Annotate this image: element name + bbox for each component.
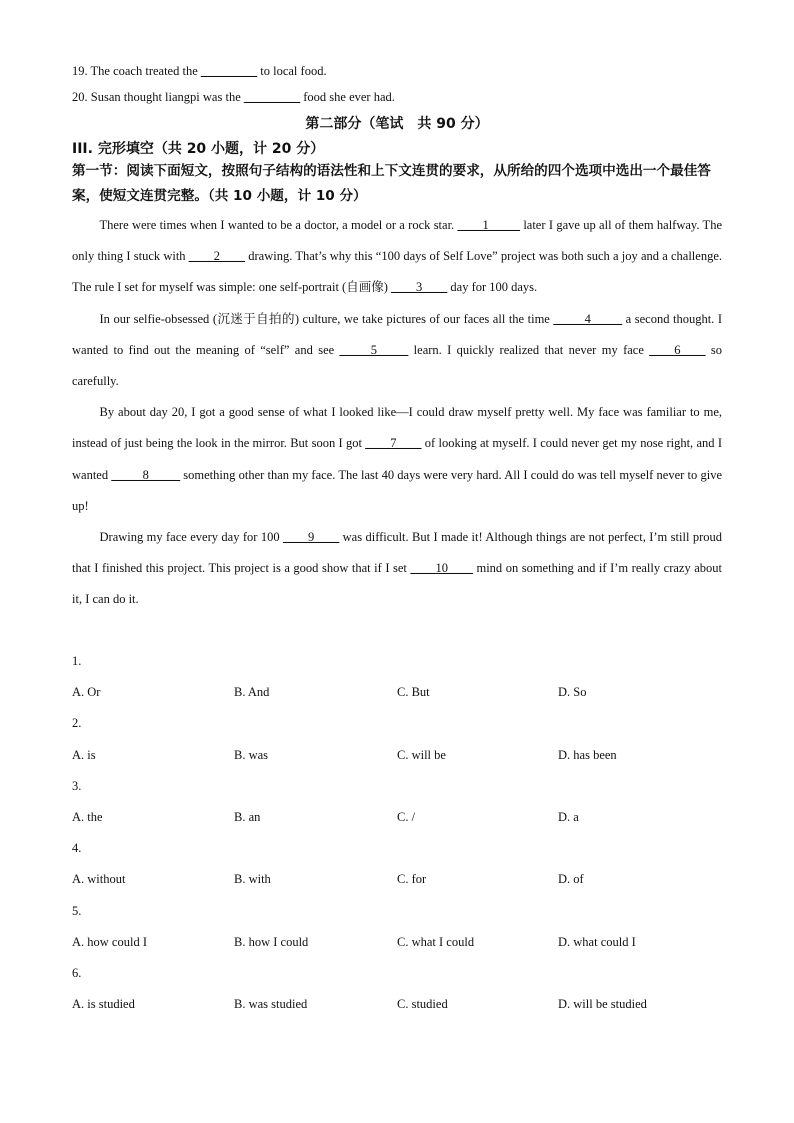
option-d: D. what could I bbox=[558, 934, 636, 949]
option-c: C. studied bbox=[397, 997, 448, 1012]
cloze-blank: ____2____ bbox=[188, 249, 246, 264]
option-d: D. has been bbox=[558, 747, 617, 762]
cloze-blank: ____1_____ bbox=[457, 218, 520, 232]
cloze-blank: ____9____ bbox=[282, 530, 340, 545]
option-row bbox=[72, 864, 722, 895]
question-19-text-end: to local food. bbox=[257, 64, 327, 78]
question-20-text-end: food she ever had. bbox=[300, 90, 395, 104]
passage-text: day for 100 days. bbox=[447, 280, 538, 295]
cloze-blank: _____5_____ bbox=[339, 342, 409, 357]
answer-options bbox=[72, 646, 722, 1020]
passage-paragraph bbox=[72, 210, 722, 304]
passage-paragraph bbox=[72, 522, 722, 616]
question-number: 3. bbox=[72, 778, 82, 793]
question-20 bbox=[72, 90, 395, 105]
passage-text: something other than my face. The last 40 days were very hard. All I could do was tell myself never to give up! bbox=[72, 467, 722, 513]
option-b: B. an bbox=[234, 809, 261, 824]
question-19 bbox=[72, 64, 327, 79]
passage-text: drawing. That’s why this “100 days of Self Love” project was both such a joy and a challenge. The rule I set for myself was simple: one self-portrait (自画像) bbox=[72, 249, 722, 295]
option-a: A. Or bbox=[72, 685, 101, 700]
option-a: A. is bbox=[72, 747, 96, 762]
cloze-blank: ____6____ bbox=[649, 342, 706, 357]
option-row bbox=[72, 927, 722, 958]
question-19-blank: _________ bbox=[200, 64, 258, 78]
question-20-blank: _________ bbox=[243, 90, 301, 104]
option-a: A. the bbox=[72, 809, 103, 824]
option-c: C. will be bbox=[397, 747, 446, 762]
question-number: 4. bbox=[72, 841, 82, 856]
cloze-blank: ____3____ bbox=[391, 280, 448, 295]
option-a: A. how could I bbox=[72, 934, 147, 949]
option-c: C. / bbox=[397, 809, 416, 824]
question-20-text: 20. Susan thought liangpi was the bbox=[72, 90, 244, 104]
option-row bbox=[72, 677, 722, 708]
passage-text: of looking at myself. I could never get my nose right, and I wanted bbox=[72, 436, 722, 482]
passage-text: learn. I quickly realized that never my face bbox=[408, 342, 650, 357]
cloze-blank: _____8_____ bbox=[111, 467, 181, 482]
question-19-text: 19. The coach treated the bbox=[72, 64, 201, 78]
option-c: C. what I could bbox=[397, 934, 475, 949]
cloze-blank: ____7____ bbox=[365, 436, 422, 451]
cloze-passage bbox=[72, 210, 722, 616]
option-d: D. of bbox=[558, 872, 584, 887]
passage-text: By about day 20, I got a good sense of what I looked like—I could draw myself pretty well. My face was familiar to me, instead of just being the look in the mirror. But soon I got bbox=[72, 405, 722, 451]
passage-text: In our selfie-obsessed (沉迷于自拍的) culture, we take pictures of our faces all the time bbox=[99, 311, 554, 326]
section-instruction: 第一节：阅读下面短文，按照句子结构的语法性和上下文连贯的要求，从所给的四个选项中选出一个最佳答案，使短文连贯完整。（共 10 小题，计 10 分） bbox=[72, 163, 711, 204]
question-number: 2. bbox=[72, 716, 82, 731]
option-c: C. But bbox=[397, 685, 430, 700]
option-row bbox=[72, 802, 722, 833]
passage-paragraph bbox=[72, 397, 722, 522]
question-number: 1. bbox=[72, 654, 82, 668]
option-d: D. will be studied bbox=[558, 997, 647, 1012]
cloze-blank: _____4_____ bbox=[553, 311, 623, 326]
option-b: B. was bbox=[234, 747, 269, 762]
passage-text: Drawing my face every day for 100 bbox=[99, 530, 283, 545]
option-d: D. a bbox=[558, 809, 579, 824]
option-c: C. for bbox=[397, 872, 427, 887]
option-d: D. So bbox=[558, 685, 587, 700]
option-b: B. with bbox=[234, 872, 271, 887]
option-b: B. how I could bbox=[234, 934, 309, 949]
passage-text: mind on something and if I’m really crazy about it, I can do it. bbox=[72, 561, 722, 607]
passage-paragraph bbox=[72, 304, 722, 398]
passage-text: so carefully. bbox=[72, 342, 722, 389]
passage-text: There were times when I wanted to be a doctor, a model or a rock star. bbox=[99, 218, 458, 232]
option-row bbox=[72, 989, 722, 1020]
option-a: A. without bbox=[72, 872, 126, 887]
section-heading: III. 完形填空（共 20 小题，计 20 分） bbox=[72, 141, 325, 157]
option-b: B. was studied bbox=[234, 997, 308, 1012]
question-number: 6. bbox=[72, 965, 82, 980]
passage-text: later I gave up all of them halfway. The only thing I stuck with bbox=[72, 218, 722, 264]
option-b: B. And bbox=[234, 685, 270, 700]
part-title: 第二部分（笔试 共 90 分） bbox=[305, 116, 489, 132]
cloze-blank: ____10____ bbox=[410, 561, 473, 576]
option-a: A. is studied bbox=[72, 997, 135, 1012]
passage-text: was difficult. But I made it! Although things are not perfect, I’m still proud that I finished this project. This project is a good show that if I set bbox=[72, 530, 722, 576]
option-row bbox=[72, 740, 722, 771]
question-number: 5. bbox=[72, 903, 82, 918]
passage-text: a second thought. I wanted to find out the meaning of “self” and see bbox=[72, 311, 722, 357]
